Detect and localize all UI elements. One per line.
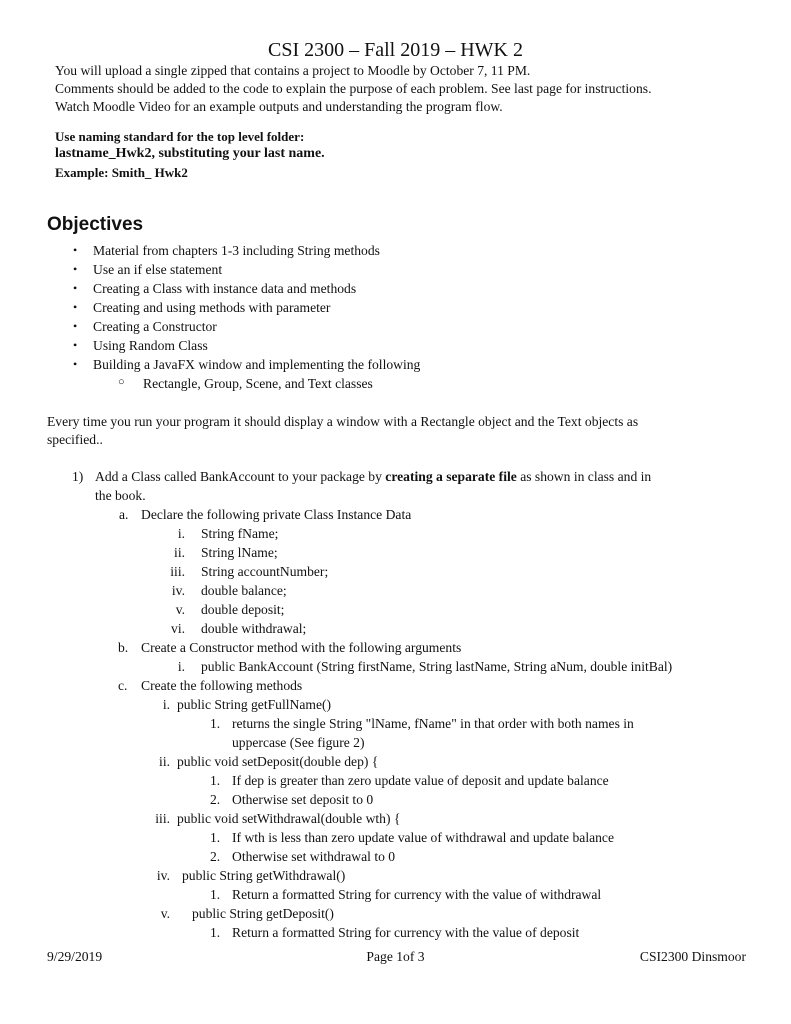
method-signature: public String getFullName()	[177, 697, 332, 712]
constructor-signature: public BankAccount (String firstName, String lastName, String aNum, double initBal)	[201, 659, 673, 674]
bullet-icon: •	[73, 338, 78, 352]
task-line-1-bold: creating a separate file	[385, 469, 517, 484]
objective-item: Creating a Constructor	[93, 319, 217, 334]
objective-item: Creating a Class with instance data and methods	[93, 281, 357, 296]
method-marker: iii.	[155, 811, 170, 826]
instance-item-marker: ii.	[174, 545, 185, 560]
intro-line-2: Comments should be added to the code to explain the purpose of each problem. See last page for instructions.	[55, 81, 652, 96]
bullet-icon: •	[73, 319, 78, 333]
intro-line-3: Watch Moodle Video for an example outputs and understanding the program flow.	[55, 99, 503, 114]
task-number: 1)	[72, 469, 84, 484]
method-step-text-continued: uppercase (See figure 2)	[232, 735, 365, 750]
footer-date: 9/29/2019	[47, 949, 103, 964]
section-b-text: Create a Constructor method with the following arguments	[141, 640, 462, 655]
paragraph-line-2: specified..	[47, 432, 103, 447]
sub-bullet-icon: ○	[118, 376, 125, 388]
method-marker: i.	[162, 697, 170, 712]
method-step-text: Return a formatted String for currency with the value of withdrawal	[232, 887, 602, 902]
method-step-number: 1.	[210, 773, 221, 788]
bullet-icon: •	[73, 281, 78, 295]
instance-item-text: double withdrawal;	[201, 621, 307, 636]
method-step-number: 2.	[210, 849, 221, 864]
method-step-text: If wth is less than zero update value of withdrawal and update balance	[232, 830, 614, 845]
bullet-icon: •	[73, 243, 78, 257]
method-marker: ii.	[159, 754, 170, 769]
method-step-text: Return a formatted String for currency with the value of deposit	[232, 925, 580, 940]
bullet-icon: •	[73, 300, 78, 314]
instance-item-text: String fName;	[201, 526, 279, 541]
objective-item: Creating and using methods with parameter	[93, 300, 331, 315]
method-step-number: 1.	[210, 830, 221, 845]
method-signature: public void setDeposit(double dep) {	[177, 754, 379, 769]
task-line-1-pre: Add a Class called BankAccount to your package by	[95, 469, 386, 484]
objectives-heading: Objectives	[47, 214, 144, 235]
section-a-text: Declare the following private Class Instance Data	[141, 507, 412, 522]
instance-item-text: double deposit;	[201, 602, 285, 617]
footer-page-number: Page 1of 3	[366, 949, 425, 964]
instance-item-marker: iv.	[171, 583, 185, 598]
bullet-icon: •	[73, 262, 78, 276]
naming-rule: lastname_Hwk2, substituting your last name.	[55, 146, 325, 161]
instance-item-text: double balance;	[201, 583, 287, 598]
objective-item: Material from chapters 1-3 including String methods	[93, 243, 380, 258]
objective-item: Using Random Class	[93, 338, 208, 353]
method-step-number: 1.	[210, 716, 221, 731]
method-signature: public String getWithdrawal()	[182, 868, 346, 883]
method-marker: iv.	[156, 868, 170, 883]
task-line-1-post: as shown in class and in	[516, 469, 652, 484]
instance-item-marker: vi.	[171, 621, 185, 636]
objective-sub-item: Rectangle, Group, Scene, and Text classes	[143, 376, 373, 391]
method-step-number: 1.	[210, 887, 221, 902]
method-signature: public String getDeposit()	[192, 906, 334, 921]
instance-item-text: String lName;	[201, 545, 278, 560]
section-c-marker: c.	[118, 678, 128, 693]
bullet-icon: •	[73, 357, 78, 371]
footer-author: CSI2300 Dinsmoor	[639, 949, 746, 964]
objective-item: Building a JavaFX window and implementing the following	[93, 357, 421, 372]
section-c-text: Create the following methods	[141, 678, 303, 693]
naming-example: Example: Smith_ Hwk2	[55, 165, 188, 180]
method-step-text: Otherwise set deposit to 0	[232, 792, 374, 807]
method-step-number: 2.	[210, 792, 221, 807]
method-step-text: Otherwise set withdrawal to 0	[232, 849, 396, 864]
constructor-marker: i.	[177, 659, 185, 674]
task-line-1	[95, 470, 651, 484]
section-b-marker: b.	[118, 640, 129, 655]
instance-item-marker: v.	[175, 602, 185, 617]
task-line-2: the book.	[95, 488, 146, 503]
method-signature: public void setWithdrawal(double wth) {	[177, 811, 401, 826]
instance-item-marker: i.	[177, 526, 185, 541]
naming-heading: Use naming standard for the top level folder:	[55, 129, 305, 144]
method-step-number: 1.	[210, 925, 221, 940]
document-title: CSI 2300 – Fall 2019 – HWK 2	[268, 39, 523, 61]
paragraph-line-1: Every time you run your program it should display a window with a Rectangle object and the Text objects as	[47, 414, 639, 429]
intro-line-1: You will upload a single zipped that contains a project to Moodle by October 7, 11 PM.	[55, 63, 531, 78]
instance-item-text: String accountNumber;	[201, 564, 329, 579]
method-step-text: If dep is greater than zero update value of deposit and update balance	[232, 773, 609, 788]
instance-item-marker: iii.	[170, 564, 185, 579]
method-marker: v.	[160, 906, 170, 921]
objective-item: Use an if else statement	[93, 262, 223, 277]
method-step-text: returns the single String "lName, fName" in that order with both names in	[232, 716, 634, 731]
section-a-marker: a.	[119, 507, 129, 522]
